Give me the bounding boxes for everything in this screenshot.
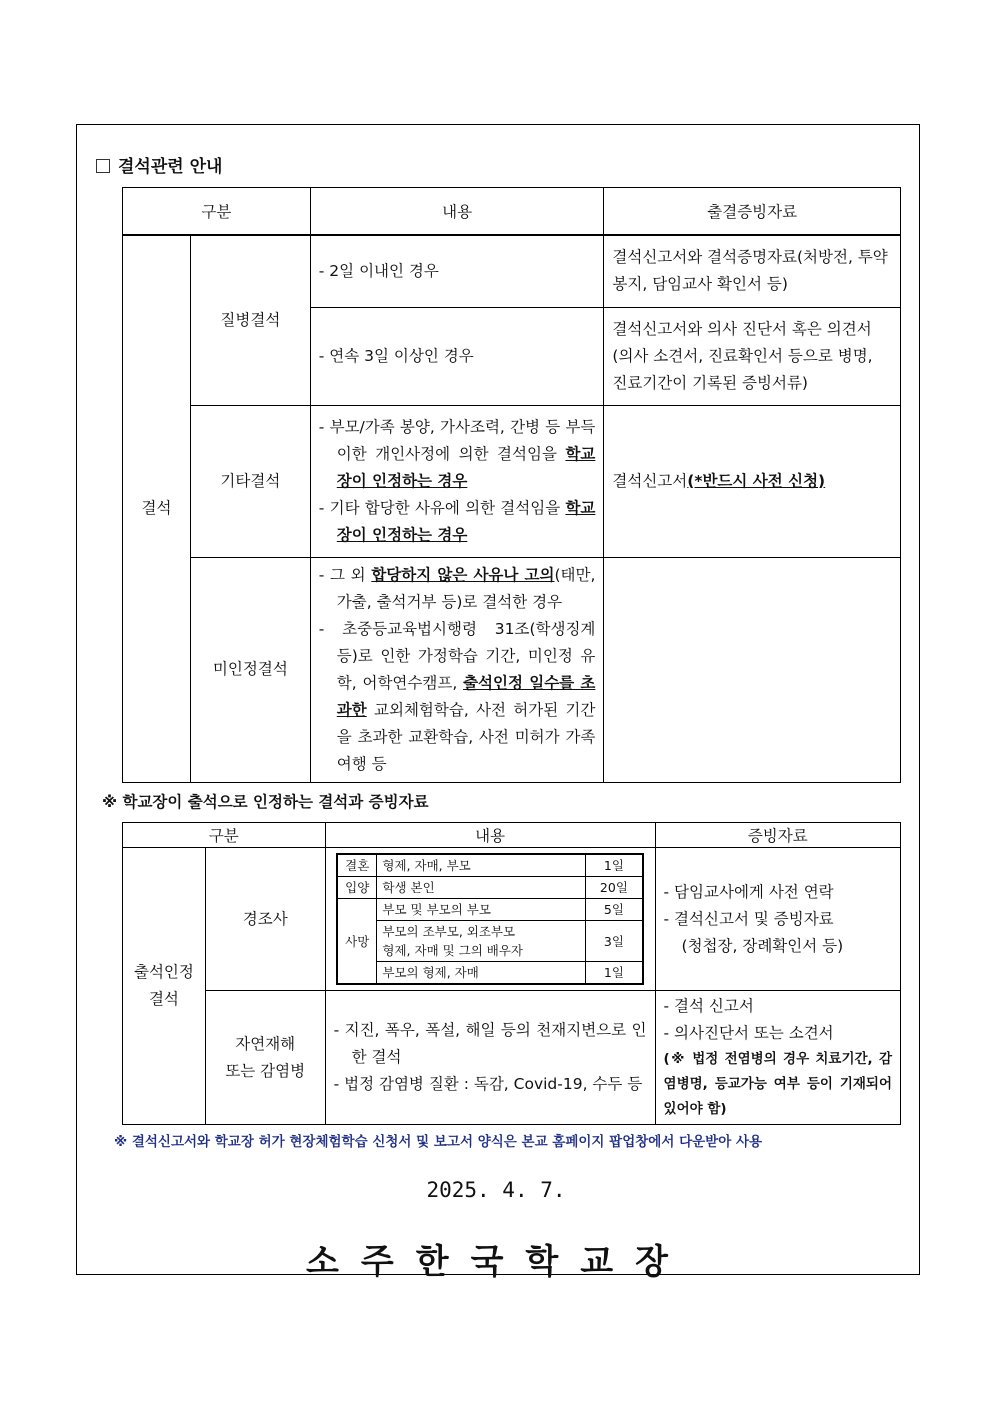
category-absence: 결석	[123, 235, 191, 782]
document-date: 2025. 4. 7.	[426, 1178, 566, 1202]
list-item: - 기타 합당한 사유에 의한 결석임을 학교장이 인정하는 경우	[318, 498, 596, 544]
other-content	[310, 405, 604, 557]
type-disaster: 자연재해 또는 감염병	[205, 991, 325, 1125]
footnote: ※ 결석신고서와 학교장 허가 현장체험학습 신청서 및 보고서 양식은 본교 홈페이지 팝업창에서 다운받아 사용	[114, 1134, 763, 1150]
sick-proof-1: 결석신고서와 결석증명자료(처방전, 투약봉지, 담임교사 확인서 등)	[604, 235, 901, 307]
header-content: 내용	[325, 823, 655, 848]
type-sick: 질병결석	[190, 235, 310, 405]
list-item: - 지진, 폭우, 폭설, 해일 등의 천재지변으로 인한 결석	[333, 1021, 647, 1066]
checkbox-icon	[96, 159, 110, 173]
attendance-table	[122, 822, 901, 1125]
sick-proof-2: 결석신고서와 의사 진단서 혹은 의견서(의사 소견서, 진료확인서 등으로 병명, 진료기간이 기록된 증빙서류)	[604, 307, 901, 405]
family-event-content	[325, 848, 655, 991]
section-title: 결석관련 안내	[96, 152, 222, 177]
table-row: 부모의 조부모, 외조부모 형제, 자매 및 그의 배우자 3일	[337, 921, 643, 962]
header-proof: 출결증빙자료	[604, 188, 901, 236]
principal-signature: 소주한국학교장	[306, 1242, 690, 1282]
note-attendance: ※ 학교장이 출석으로 인정하는 결석과 증빙자료	[102, 793, 429, 811]
family-event-proof: - 담임교사에게 사전 연락 - 결석신고서 및 증빙자료 (청첩장, 장례확인서 등)	[655, 848, 900, 991]
header-content: 내용	[310, 188, 604, 236]
disaster-content	[325, 991, 655, 1125]
table-row: 사망 부모 및 부모의 부모 5일	[337, 899, 643, 921]
other-proof: 결석신고서(*반드시 사전 신청)	[604, 405, 901, 557]
type-family-event: 경조사	[205, 848, 325, 991]
type-unexcused: 미인정결석	[190, 557, 310, 782]
header-category: 구분	[123, 823, 326, 848]
family-event-table	[336, 853, 644, 985]
list-item: - 초중등교육법시행령 31조(학생징계 등)로 인한 가정학습 기간, 미인정 유학, 어학연수캠프, 출석인정 일수를 초과한 교외체험학습, 사전 허가된 기간을 초과한 교환학습, 사전 미허가 가족여행 등	[318, 619, 596, 773]
type-other: 기타결석	[190, 405, 310, 557]
header-category: 구분	[123, 188, 311, 236]
table-row: 부모의 형제, 자매 1일	[337, 962, 643, 985]
unexcused-proof	[604, 557, 901, 782]
category-excused: 출석인정 결석	[123, 848, 206, 1125]
table-row: 결혼 형제, 자매, 부모 1일	[337, 854, 643, 877]
absence-table	[122, 187, 901, 783]
table-row: 입양 학생 본인 20일	[337, 877, 643, 899]
unexcused-content	[310, 557, 604, 782]
disaster-proof: - 결석 신고서 - 의사진단서 또는 소견서 (※ 법정 전염병의 경우 치료기간, 감염병명, 등교가능 여부 등이 기재되어 있어야 함)	[655, 991, 900, 1125]
header-proof: 증빙자료	[655, 823, 900, 848]
list-item: - 부모/가족 봉양, 가사조력, 간병 등 부득이한 개인사정에 의한 결석임을 학교장이 인정하는 경우	[318, 417, 596, 490]
list-item: - 그 외 합당하지 않은 사유나 고의(태만, 가출, 출석거부 등)로 결석한 경우	[318, 565, 596, 611]
sick-content-2: - 연속 3일 이상인 경우	[310, 307, 604, 405]
list-item: - 법정 감염병 질환 : 독감, Covid-19, 수두 등	[333, 1075, 643, 1093]
sick-content-1: - 2일 이내인 경우	[310, 235, 604, 307]
